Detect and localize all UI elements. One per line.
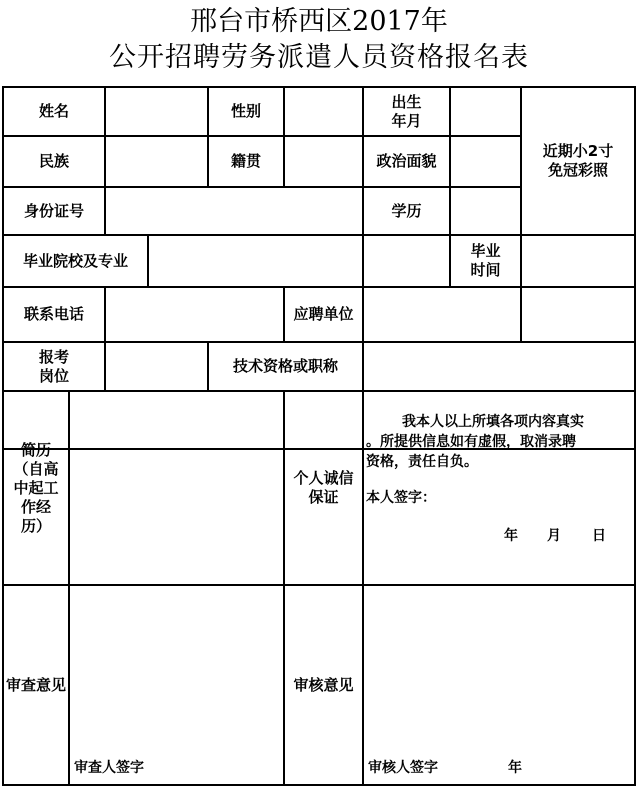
pledge-line-2: 。所提供信息如有虚假，取消录聘 <box>366 434 576 450</box>
id-number-label: 身份证号 <box>23 201 84 220</box>
registration-form-table <box>2 86 636 786</box>
education-label: 学历 <box>391 201 422 220</box>
ethnicity-label: 民族 <box>38 152 69 170</box>
name-label: 姓名 <box>38 102 69 120</box>
pledge-line-1: 我本人以上所填各项内容真实 <box>402 414 584 430</box>
audit-opinion-label: 审核意见 <box>293 675 354 694</box>
graduation-time-label: 毕业 时间 <box>470 242 501 279</box>
photo-placeholder[interactable]: 近期小2寸 免冠彩照 <box>542 142 614 179</box>
reviewer-signature-label: 审查人签字 <box>74 760 144 776</box>
audit-opinion-input-cell[interactable] <box>364 586 634 756</box>
political-status-input-cell[interactable] <box>451 137 520 186</box>
native-place-input-cell[interactable] <box>285 137 362 186</box>
name-input-cell[interactable] <box>106 88 207 135</box>
education-input-cell[interactable] <box>451 188 520 234</box>
gender-input-cell[interactable] <box>285 88 362 135</box>
pledge-day-label: 日 <box>592 528 606 544</box>
id-number-input-cell[interactable] <box>106 188 362 234</box>
audit-year-label: 年 <box>508 760 522 776</box>
qualification-label: 技术资格或职称 <box>232 357 338 375</box>
auditor-signature-label: 审核人签字 <box>368 760 438 776</box>
integrity-label: 个人诚信 保证 <box>293 469 354 506</box>
employer-input-cell[interactable] <box>364 288 634 341</box>
resume-label: 简历 （自高 中起工 作经 历） <box>13 440 59 535</box>
graduation-time-input-cell[interactable] <box>522 236 634 286</box>
review-opinion-input-cell[interactable] <box>70 586 283 756</box>
phone-input-cell[interactable] <box>106 288 283 341</box>
employer-label: 应聘单位 <box>293 305 354 323</box>
political-status-label: 政治面貌 <box>376 152 437 170</box>
qualification-input-cell[interactable] <box>364 343 634 390</box>
school-major-label: 毕业院校及专业 <box>22 251 128 270</box>
birth-date-label: 出生 年月 <box>391 92 422 130</box>
review-opinion-label: 审查意见 <box>5 675 66 694</box>
form-title-line2: 公开招聘劳务派遣人员资格报名表 <box>109 42 529 73</box>
gender-label: 性别 <box>230 102 261 120</box>
pledge-month-label: 月 <box>547 528 561 544</box>
form-title-line1: 邢台市桥西区2017年 <box>190 6 448 37</box>
position-label: 报考 岗位 <box>38 347 69 385</box>
position-input-cell[interactable] <box>106 343 207 390</box>
applicant-signature-label: 本人签字： <box>366 490 436 506</box>
phone-label: 联系电话 <box>23 305 84 323</box>
pledge-line-3: 资格，责任自负。 <box>366 454 478 470</box>
native-place-label: 籍贯 <box>230 152 261 170</box>
pledge-year-label: 年 <box>504 528 518 544</box>
ethnicity-input-cell[interactable] <box>106 137 207 186</box>
school-major-input-cell[interactable] <box>149 236 449 286</box>
birth-date-input-cell[interactable] <box>451 88 520 135</box>
resume-input-cell[interactable] <box>70 392 283 584</box>
